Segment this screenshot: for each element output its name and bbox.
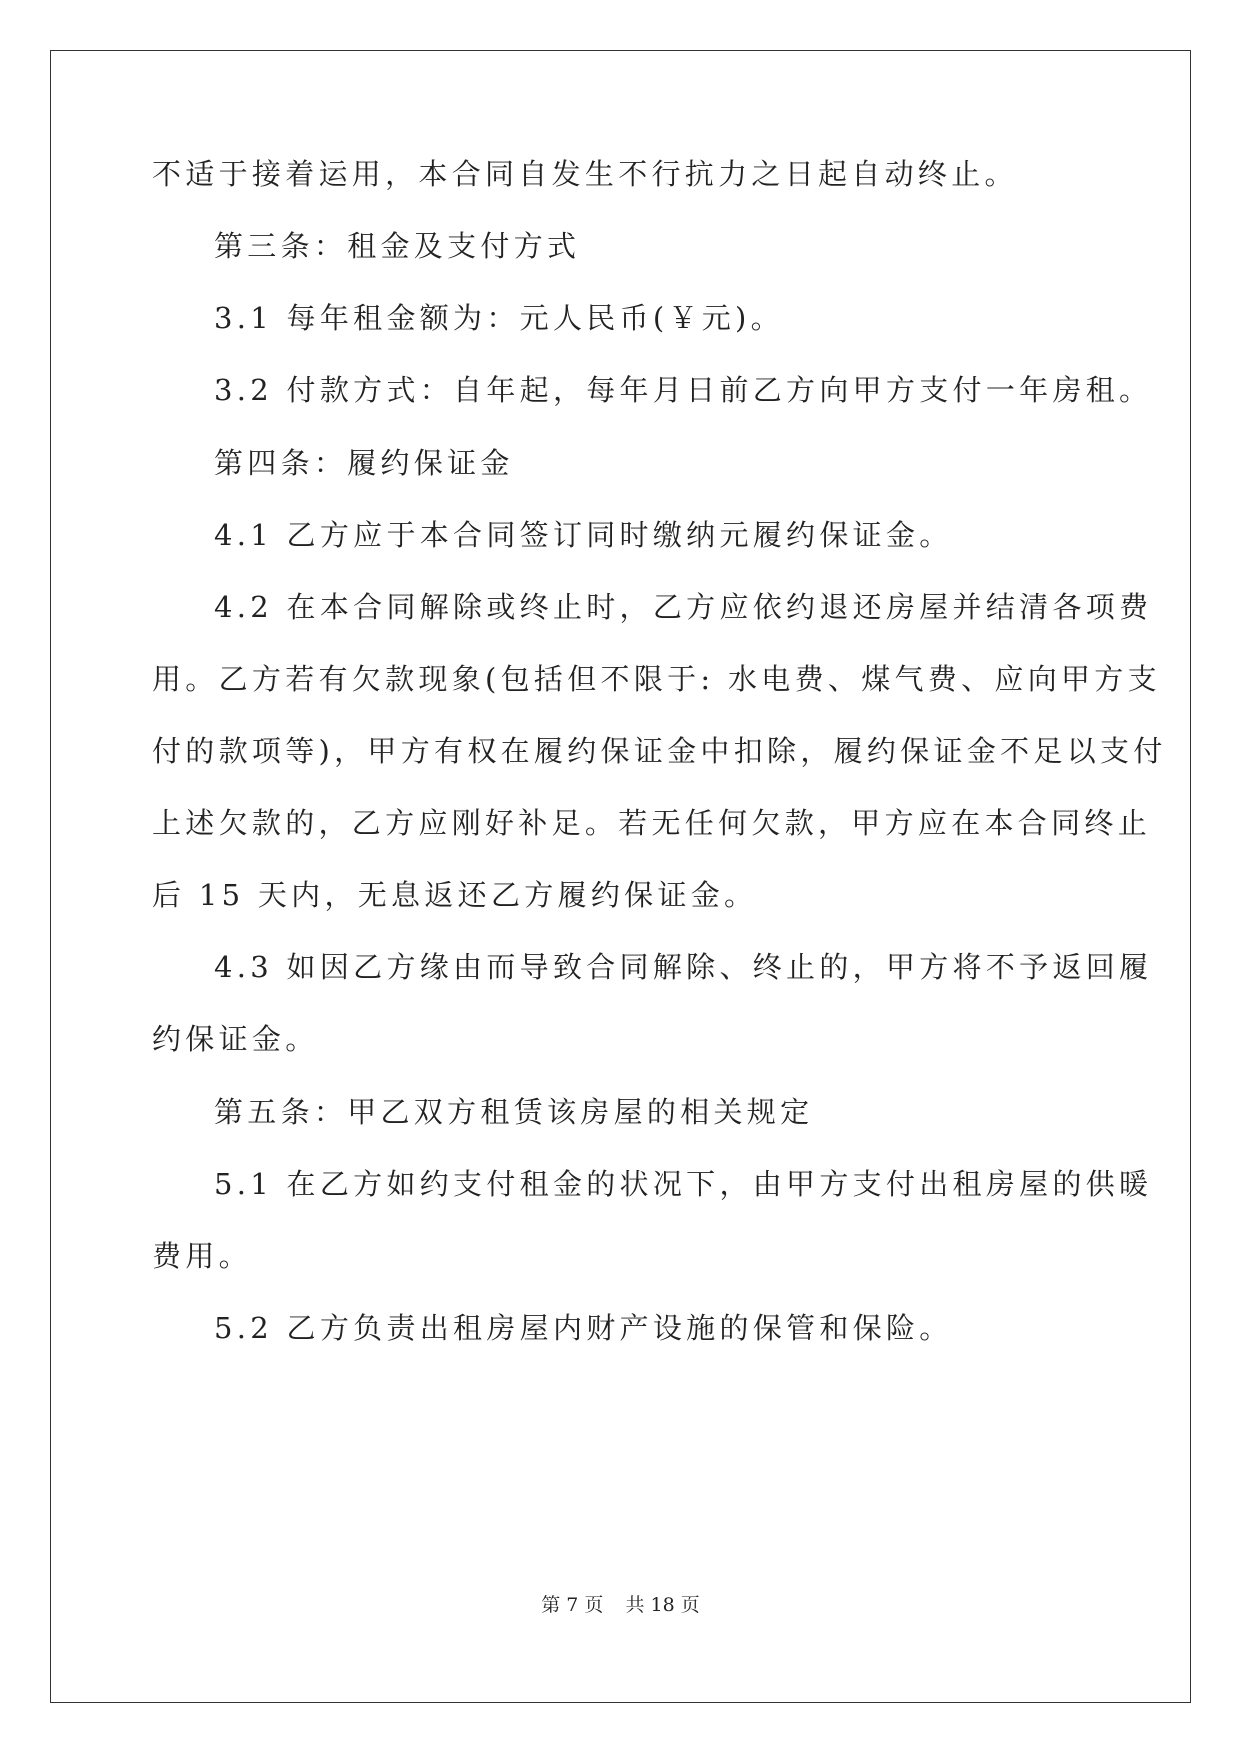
text-line: 3.1 每年租金额为：元人民币(￥元)。	[214, 301, 784, 335]
text-line: 上述欠款的，乙方应刚好补足。若无任何欠款，甲方应在本合同终止	[152, 806, 1152, 840]
page-number-current: 第 7 页	[541, 1594, 604, 1616]
text-line: 后 15 天内，无息返还乙方履约保证金。	[152, 878, 758, 912]
text-line: 不适于接着运用，本合同自发生不行抗力之日起自动终止。	[152, 157, 1018, 191]
text-line: 4.1 乙方应于本合同签订同时缴纳元履约保证金。	[214, 518, 953, 552]
text-line: 约保证金。	[152, 1022, 319, 1056]
page-number-total: 共 18 页	[625, 1594, 700, 1616]
text-line: 4.2 在本合同解除或终止时，乙方应依约退还房屋并结清各项费	[214, 590, 1153, 624]
text-line: 4.3 如因乙方缘由而导致合同解除、终止的，甲方将不予返回履	[214, 950, 1153, 984]
text-line: 5.2 乙方负责出租房屋内财产设施的保管和保险。	[214, 1311, 953, 1345]
section-heading: 第五条：甲乙双方租赁该房屋的相关规定	[214, 1095, 814, 1129]
text-line: 5.1 在乙方如约支付租金的状况下，由甲方支付出租房屋的供暖	[214, 1167, 1153, 1201]
section-heading: 第四条：履约保证金	[214, 446, 514, 480]
text-line: 3.2 付款方式：自年起，每年月日前乙方向甲方支付一年房租。	[214, 373, 1153, 407]
text-line: 用。乙方若有欠款现象(包括但不限于: 水电费、煤气费、应向甲方支	[152, 662, 1161, 696]
section-heading: 第三条：租金及支付方式	[214, 229, 581, 263]
text-line: 付的款项等)，甲方有权在履约保证金中扣除，履约保证金不足以支付	[152, 734, 1167, 768]
text-line: 费用。	[152, 1239, 252, 1273]
page-footer	[0, 1592, 1241, 1618]
